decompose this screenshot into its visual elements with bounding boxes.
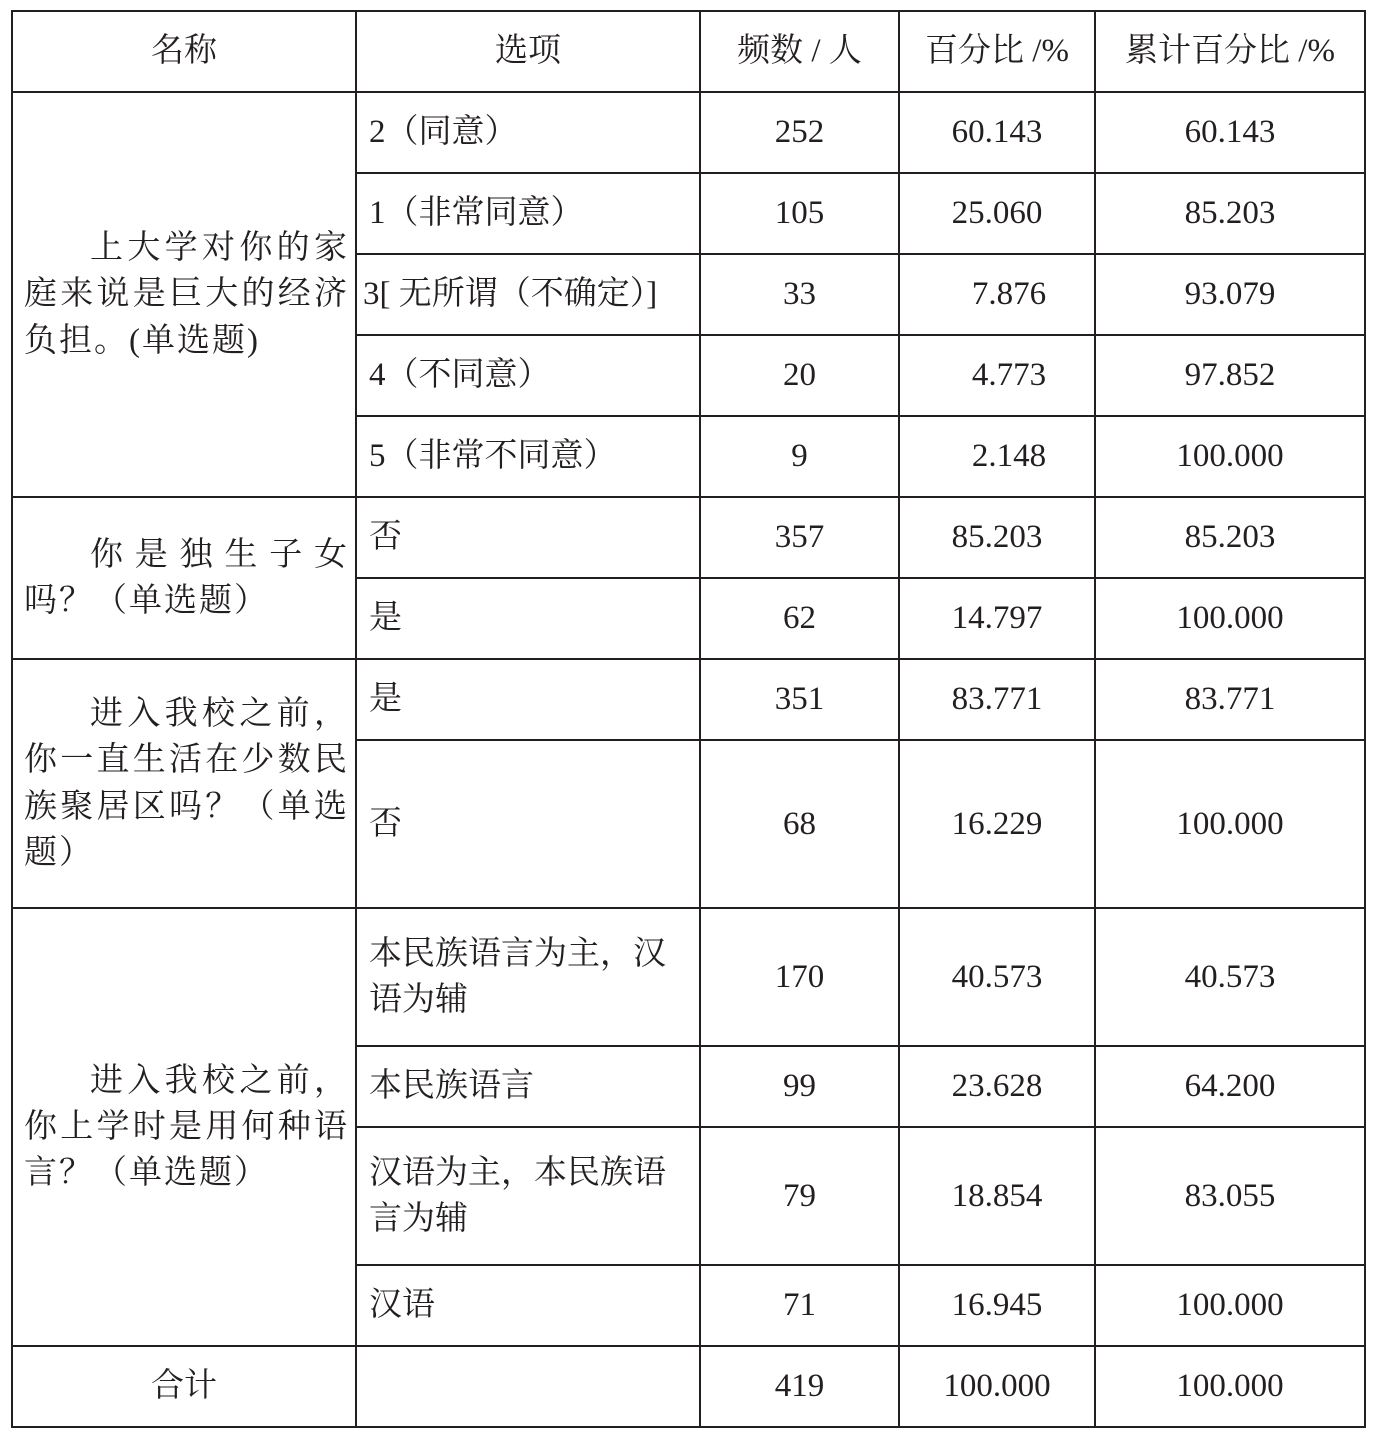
percent-cell: 2.148: [899, 416, 1095, 497]
header-cumulative-percent: 累计百分比 /%: [1095, 11, 1365, 92]
table-row: [12, 497, 1365, 578]
count-cell: 9: [700, 416, 899, 497]
header-option: 选项: [356, 11, 700, 92]
percent-cell: 83.771: [899, 659, 1095, 740]
cumulative-cell: 64.200: [1095, 1046, 1365, 1127]
count-cell: 170: [700, 908, 899, 1046]
option-cell: 否: [356, 740, 700, 908]
option-cell: 本民族语言为主，汉语为辅: [356, 908, 700, 1046]
group-name: 进入我校之前，你上学时是用何种语言？（单选题）: [12, 908, 356, 1346]
percent-cell: 7.876: [899, 254, 1095, 335]
group-name: 上大学对你的家庭来说是巨大的经济负担。(单选题): [12, 92, 356, 497]
percent-cell: 60.143: [899, 92, 1095, 173]
percent-cell: 25.060: [899, 173, 1095, 254]
header-percent: 百分比 /%: [899, 11, 1095, 92]
option-cell: 是: [356, 578, 700, 659]
count-cell: 68: [700, 740, 899, 908]
table-row: [12, 92, 1365, 173]
total-count: 419: [700, 1346, 899, 1427]
count-cell: 62: [700, 578, 899, 659]
total-option: [356, 1346, 700, 1427]
percent-cell: 16.945: [899, 1265, 1095, 1346]
total-row: [12, 1346, 1365, 1427]
count-cell: 252: [700, 92, 899, 173]
cumulative-cell: 85.203: [1095, 173, 1365, 254]
option-cell: 3[ 无所谓（不确定）]: [356, 254, 700, 335]
percent-cell: 14.797: [899, 578, 1095, 659]
cumulative-cell: 93.079: [1095, 254, 1365, 335]
option-cell: 5（非常不同意）: [356, 416, 700, 497]
count-cell: 351: [700, 659, 899, 740]
percent-cell: 4.773: [899, 335, 1095, 416]
option-cell: 汉语为主，本民族语言为辅: [356, 1127, 700, 1265]
table-row: [12, 908, 1365, 1046]
total-percent: 100.000: [899, 1346, 1095, 1427]
cumulative-cell: 97.852: [1095, 335, 1365, 416]
option-cell: 1（非常同意）: [356, 173, 700, 254]
percent-cell: 16.229: [899, 740, 1095, 908]
count-cell: 33: [700, 254, 899, 335]
group-name: 你是独生子女吗？（单选题）: [12, 497, 356, 659]
header-count: 频数 / 人: [700, 11, 899, 92]
frequency-table: [11, 10, 1366, 1428]
count-cell: 105: [700, 173, 899, 254]
count-cell: 357: [700, 497, 899, 578]
total-label: 合计: [12, 1346, 356, 1427]
header-name: 名称: [12, 11, 356, 92]
percent-cell: 40.573: [899, 908, 1095, 1046]
percent-cell: 85.203: [899, 497, 1095, 578]
option-cell: 4（不同意）: [356, 335, 700, 416]
cumulative-cell: 100.000: [1095, 578, 1365, 659]
table-row: [12, 659, 1365, 740]
group-name: 进入我校之前，你一直生活在少数民族聚居区吗？（单选题）: [12, 659, 356, 908]
count-cell: 79: [700, 1127, 899, 1265]
total-cumulative: 100.000: [1095, 1346, 1365, 1427]
cumulative-cell: 83.771: [1095, 659, 1365, 740]
cumulative-cell: 40.573: [1095, 908, 1365, 1046]
cumulative-cell: 83.055: [1095, 1127, 1365, 1265]
cumulative-cell: 100.000: [1095, 1265, 1365, 1346]
percent-cell: 18.854: [899, 1127, 1095, 1265]
cumulative-cell: 60.143: [1095, 92, 1365, 173]
option-cell: 否: [356, 497, 700, 578]
cumulative-cell: 85.203: [1095, 497, 1365, 578]
option-cell: 本民族语言: [356, 1046, 700, 1127]
count-cell: 20: [700, 335, 899, 416]
header-row: [12, 11, 1365, 92]
cumulative-cell: 100.000: [1095, 416, 1365, 497]
option-cell: 是: [356, 659, 700, 740]
percent-cell: 23.628: [899, 1046, 1095, 1127]
count-cell: 99: [700, 1046, 899, 1127]
count-cell: 71: [700, 1265, 899, 1346]
cumulative-cell: 100.000: [1095, 740, 1365, 908]
option-cell: 2（同意）: [356, 92, 700, 173]
option-cell: 汉语: [356, 1265, 700, 1346]
